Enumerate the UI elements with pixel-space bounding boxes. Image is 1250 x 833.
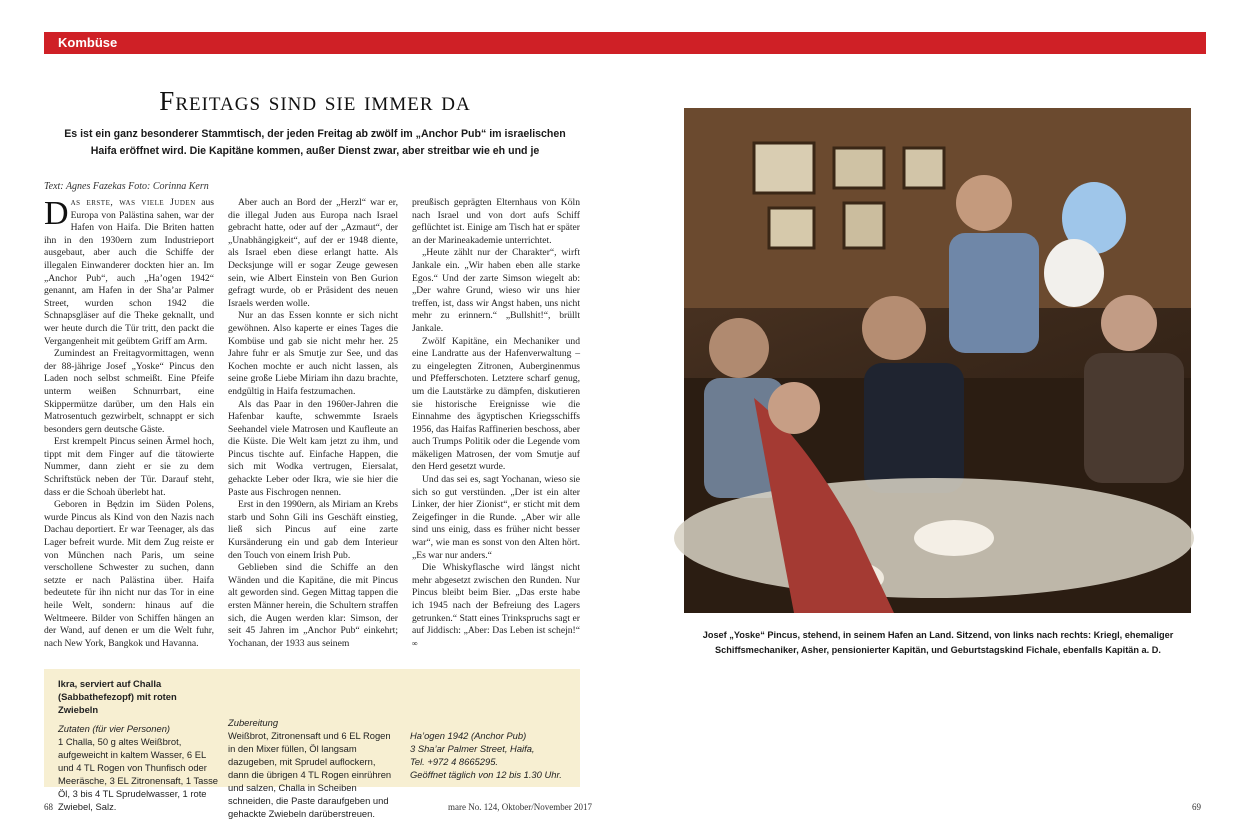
paragraph: „Heute zählt nur der Charakter“, wirft Jankale ein. „Wir haben eben alle starke Egos.“ Und der zarte Simson wiegelt ab: „Der wahre Grund, wieso wir uns hier treffen, ist, dass wir Angst haben, uns nicht mehr zu erinnern.“ „Bullshit!“, brüllt Jankale. <box>412 247 580 334</box>
end-mark-icon: ∞ <box>412 638 418 648</box>
text-column-2 <box>228 197 398 657</box>
paragraph: Die Whiskyflasche wird längst nicht mehr abgesetzt zwischen den Runden. Nur Pincus bleibt beim Bier. „Das erste habe ich 1945 nach der Befreiung des Lagers getrunken.“ Statt eines Trinkspruchs sagt er auf Jiddisch: „Aber: Das Leben ist schejn!“ ∞ <box>412 562 580 648</box>
paragraph: Erst krempelt Pincus seinen Ärmel hoch, tippt mit dem Finger auf die tätowierte Nummer, dann zieht er sie zu dem Schriftstück neben der Tür. Darauf steht, dass er die Schoah überlebt hat. <box>44 436 214 498</box>
photo-illustration <box>684 108 1191 613</box>
venue-address: 3 Sha’ar Palmer Street, Haifa, <box>410 743 535 754</box>
drop-cap: D <box>44 195 69 232</box>
paragraph: Und das sei es, sagt Yochanan, wieso sie sich so gut verstünden. „Der ist ein alter Linker, der hier Zionist“, er sticht mit dem Zeigefinger in die Runde. „Aber wir alle sind uns einig, dass es früher nicht besser war“, wie man es sonst von den Alten hört. „Es war nur anders.“ <box>412 474 580 561</box>
venue-name: Ha’ogen 1942 (Anchor Pub) <box>410 730 527 741</box>
venue-phone: Tel. +972 4 8665295. <box>410 756 499 767</box>
prep-text: Weißbrot, Zitronensaft und 6 EL Rogen in den Mixer füllen, Öl langsam dazugeben, mit Sprudel auflockern, dann die übrigen 4 TL Rogen einrühren und salzen, Challa in Scheiben schneiden, die Paste daraufgeben und gehackte Zwiebeln darüberstreuen. <box>228 730 392 819</box>
paragraph: Das erste, was viele Juden aus Europa von Palästina sahen, war der Hafen von Haifa. Die Briten hatten ihn in den 1930ern zum Industrieport ausgebaut, aber auch die Schiffe der illegalen Einwanderer dockten hier an. Im „Anchor Pub“, auch „Ha’ogen 1942“ genannt, am Hafen in der Sha’ar Palmer Street, wurden schon 1942 die Schnapsgläser auf die Theke geknallt, und wer heute durch die Tür tritt, den packt die Vergangenheit mit geübtem Griff am Arm. <box>44 195 214 347</box>
recipe-column-2 <box>228 677 398 819</box>
issue-info: mare No. 124, Oktober/November 2017 <box>448 802 592 812</box>
article-lead: Es ist ein ganz besonderer Stammtisch, der jeden Freitag ab zwölf im „Anchor Pub“ im israelischen Haifa eröffnet wird. Die Kapitäne kommen, außer Dienst zwar, aber streitbar wie eh und je <box>64 128 566 157</box>
paragraph: Aber auch an Bord der „Herzl“ war er, die illegal Juden aus Europa nach Israel gebracht hatte, oder auf der „Azmaut“, der „Unabhängigkeit“, auf der er 1948 diente, als Israel eben diese erlangt hatte. Als Decksjunge will er sogar Zeuge gewesen sein, wie Albert Einstein von Ben Gurion gefragt wurde, ob er Präsident des neuen Israels werden wolle. <box>228 197 398 309</box>
recipe-title: Ikra, serviert auf Challa (Sabbathefezopf) mit roten Zwiebeln <box>58 678 177 715</box>
opening-small-caps: as erste, was viele Juden <box>70 197 196 208</box>
page-number-right: 69 <box>1192 802 1201 812</box>
ingredients-heading: Zutaten (für vier Personen) <box>58 723 171 734</box>
paragraph: Erst in den 1990ern, als Miriam an Krebs starb und Sohn Gili ins Geschäft einstieg, ließ sich Pincus auf eine zarte Kursänderung ein und gab dem Interieur den Touch von einem Irish Pub. <box>228 499 398 561</box>
article-title: Freitags sind sie immer da <box>159 86 471 116</box>
paragraph: Nur an das Essen konnte er sich nicht gewöhnen. Also kaperte er eines Tages die Kombüse und gab sie nicht mehr her. 25 Jahre fuhr er als Smutje zur See, und das Kochen mochte er auch nicht lassen, als seine große Liebe Miriam ihn dazu brachte, endgültig in Haifa festzumachen. <box>228 310 398 397</box>
pub-photo <box>684 108 1191 613</box>
paragraph: Zumindest an Freitagvormittagen, wenn der 88-jährige Josef „Yoske“ Pincus den Laden noch selbst schmeißt. Eine Pfeife unterm weißen Schnurrbart, eine Skippermütze darüber, um den Hals ein Matrosentuch gezwirbelt, schnappt er sich besonders gern deutsche Gäste. <box>44 348 214 435</box>
text-column-1 <box>44 197 214 657</box>
photo-caption: Josef „Yoske“ Pincus, stehend, in seinem Hafen an Land. Sitzend, von links nach rechts: Kriegl, ehemaliger Schiffsmechaniker, Asher, pensionierter Kapitän, und Geburtstagskind Fichale, ebenfalls Kapitän a. D. <box>702 630 1174 655</box>
ingredients-text: 1 Challa, 50 g altes Weißbrot, aufgeweicht in kaltem Wasser, 6 EL und 4 TL Rogen von Thunfisch oder Meeräsche, 3 EL Zitronensaft, 1 Tasse Öl, 3 bis 4 TL Sprudelwasser, 1 rote Zwiebel, Salz. <box>58 736 218 812</box>
paragraph: Geboren in Będzin im Süden Polens, wurde Pincus als Kind von den Nazis nach Dachau deportiert. Er war Teenager, als das Lager befreit wurde. Mit dem Zug reiste er von München nach Paris, um seine verschollene Schwester zu suchen, dann setzte er nach Palästina über. Haifa bedeutete für ihn nicht nur das Tor in eine heile Welt, sondern: hinaus auf die Weltmeere. Bilder von Schiffen hängen an der Wand, auf denen er um die Welt fuhr, nach New York, Bangkok und Havanna. <box>44 499 214 649</box>
text-column-3 <box>412 197 580 657</box>
page-number-left: 68 <box>44 802 53 812</box>
paragraph: Zwölf Kapitäne, ein Mechaniker und eine Landratte aus der Hafenverwaltung – zu eingelegten Zitronen, Auberginenmus und Pfefferschoten. Letztere scharf genug, um die Lautstärke zu dämpfen, diskutieren sie historische Ereignisse wie die Einnahme des ägyptischen Kriegsschiffs 1956, das Haifas Raffinerien beschoss, aber auch Trumps Politik oder die Legende vom mäkeligen Matrosen, der vom Smutje auf den Herd gesetzt wurde. <box>412 335 580 473</box>
venue-hours: Geöffnet täglich von 12 bis 1.30 Uhr. <box>410 769 562 780</box>
article-credit: Text: Agnes Fazekas Foto: Corinna Kern <box>44 181 209 192</box>
recipe-column-1 <box>58 677 218 812</box>
section-header: Kombüse <box>44 32 1206 54</box>
paragraph: Als das Paar in den 1960er-Jahren die Hafenbar kaufte, schwemmte Israels Seehandel viele Matrosen und Kaufleute an die Küste. Die Welt kam jetzt zu ihm, und Pincus tischte auf. Einfache Happen, die sich mit Wodka vertrugen, Eiersalat, gehackte Leber oder Ikra, wie sie hier die Paste aus Fischrogen nennen. <box>228 398 398 498</box>
paragraph: preußisch geprägten Elternhaus von Köln nach Israel und von dort aufs Schiff geflüchtet ist. Einige am Tisch hat er später an der Marineakademie unterrichtet. <box>412 197 580 246</box>
recipe-column-3 <box>410 677 570 781</box>
prep-heading: Zubereitung <box>228 717 279 728</box>
paragraph: Geblieben sind die Schiffe an den Wänden und die Kapitäne, die mit Pincus alt geworden sind. Gegen Mittag tappen die ersten Männer herein, die Schultern straffen sich, die Augen werden klar: Simson, der seit 45 Jahren im „Anchor Pub“ einkehrt; Yochanan, der 1933 aus seinem <box>228 562 398 649</box>
